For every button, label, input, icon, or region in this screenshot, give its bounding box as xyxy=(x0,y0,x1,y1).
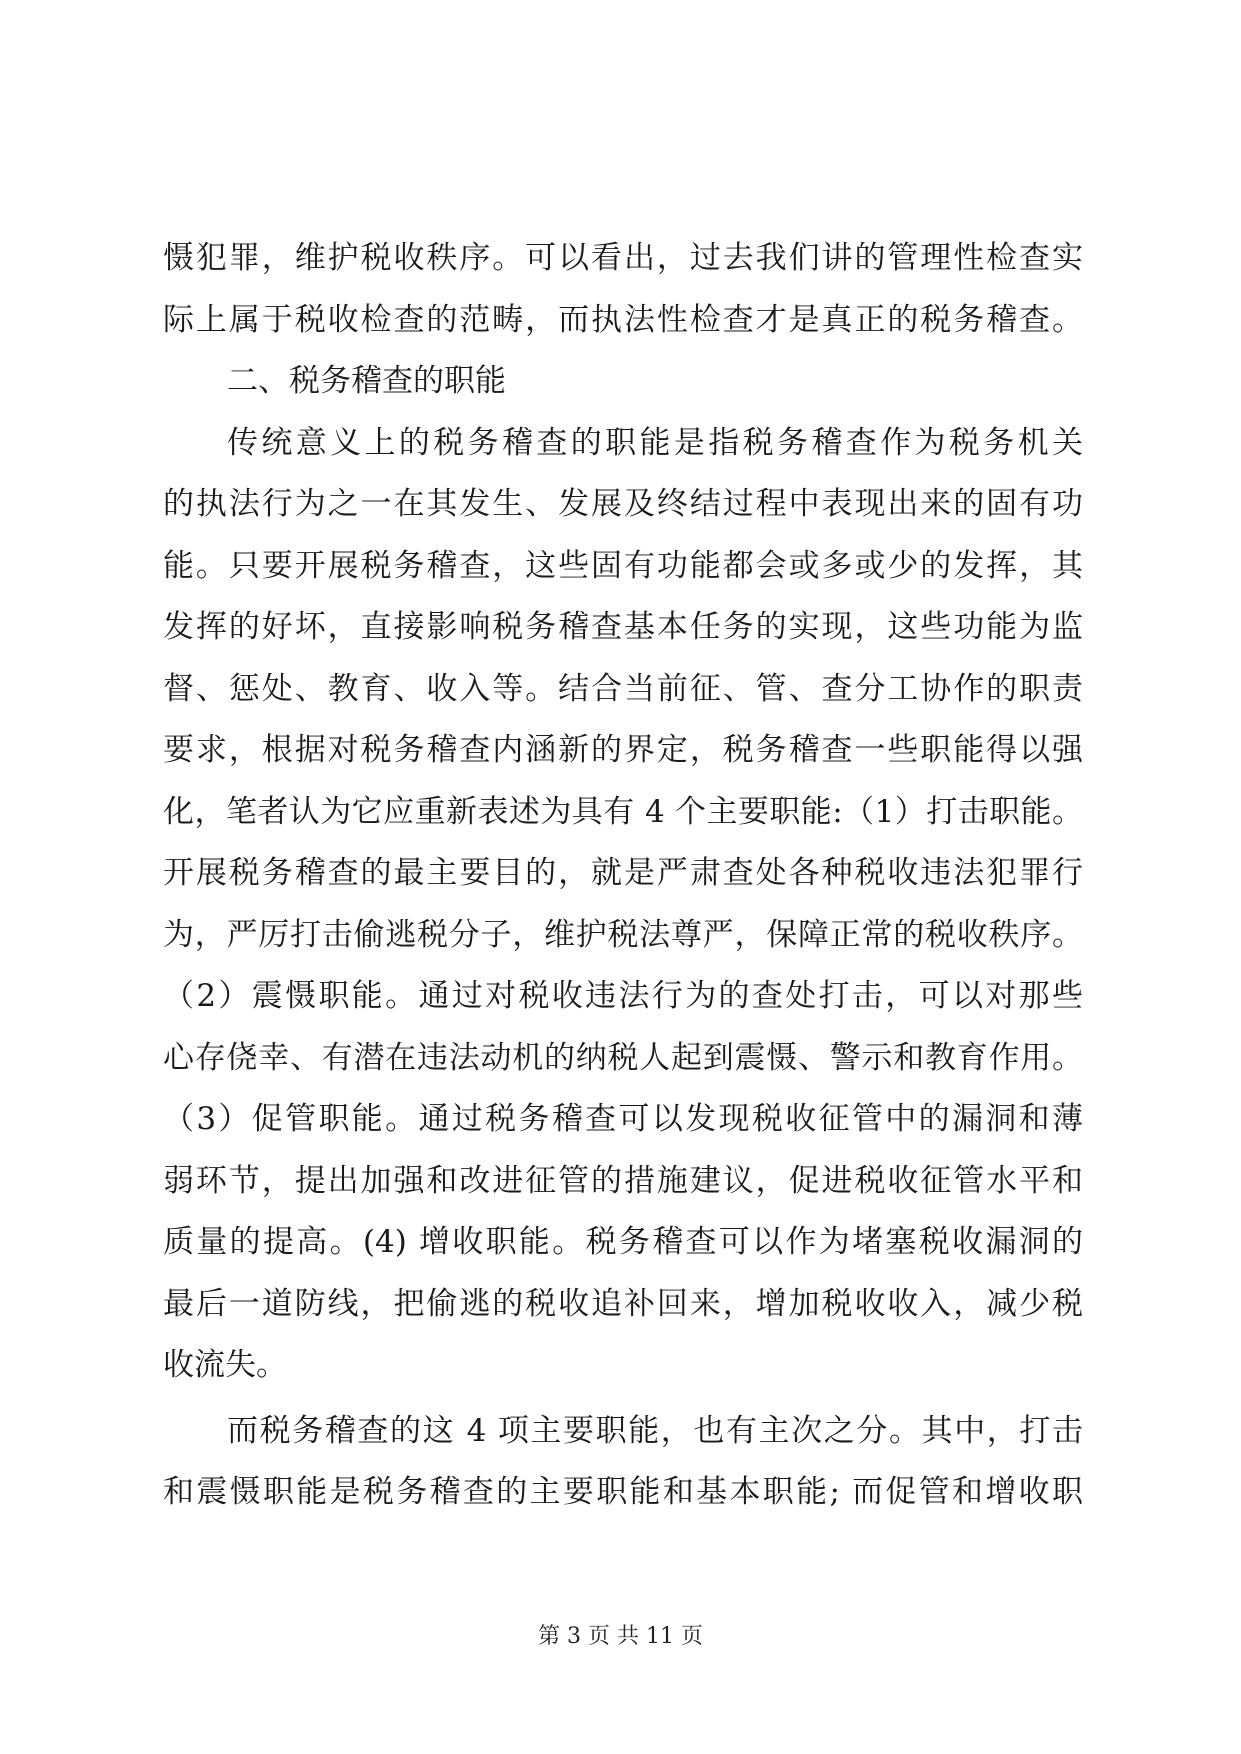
text-line: 和震慑职能是税务稽查的主要职能和基本职能; 而促管和增收职 xyxy=(163,1474,1083,1510)
document-body xyxy=(163,228,1083,1524)
text-line: 为，严厉打击偷逃税分子，维护税法尊严，保障正常的税收秩序。 xyxy=(163,916,1083,953)
text-line: 慑犯罪，维护税收秩序。可以看出，过去我们讲的管理性检查实 xyxy=(163,240,1083,276)
text-line: （2）震慑职能。通过对税收违法行为的查处打击，可以对那些 xyxy=(163,978,1083,1014)
text-line: 收流失。 xyxy=(163,1347,287,1383)
text-line: 的执法行为之一在其发生、发展及终结过程中表现出来的固有功 xyxy=(163,486,1083,522)
text-line: 要求，根据对税务稽查内涵新的界定，税务稽查一些职能得以强 xyxy=(163,732,1083,768)
text-line: 最后一道防线，把偷逃的税收追补回来，增加税收收入，减少税 xyxy=(163,1285,1083,1322)
text-line: 督、惩处、教育、收入等。结合当前征、管、查分工协作的职责 xyxy=(163,670,1083,707)
text-line: 质量的提高。(4) 增收职能。税务稽查可以作为堵塞税收漏洞的 xyxy=(163,1224,1083,1260)
section-heading: 二、税务稽查的职能 xyxy=(227,363,506,399)
page-number: 第 3 页 共 11 页 xyxy=(538,1624,703,1649)
text-line: 化，笔者认为它应重新表述为具有 4 个主要职能:（1）打击职能。 xyxy=(163,793,1083,830)
text-line: 际上属于税收检查的范畴，而执法性检查才是真正的税务稽查。 xyxy=(163,301,1083,338)
text-line: 心存侥幸、有潜在违法动机的纳税人起到震慑、警示和教育作用。 xyxy=(163,1039,1083,1076)
text-line: 而税务稽查的这 4 项主要职能，也有主次之分。其中，打击 xyxy=(227,1412,1083,1449)
text-line: 发挥的好坏，直接影响税务稽查基本任务的实现，这些功能为监 xyxy=(163,609,1083,645)
text-line: 传统意义上的税务稽查的职能是指税务稽查作为税务机关 xyxy=(227,424,1083,461)
text-line: 弱环节，提出加强和改进征管的措施建议，促进税收征管水平和 xyxy=(163,1162,1083,1199)
text-line: 开展税务稽查的最主要目的，就是严肃查处各种税收违法犯罪行 xyxy=(163,855,1083,891)
text-line: （3）促管职能。通过税务稽查可以发现税收征管中的漏洞和薄 xyxy=(163,1101,1083,1137)
text-line: 能。只要开展税务稽查，这些固有功能都会或多或少的发挥，其 xyxy=(163,547,1083,584)
